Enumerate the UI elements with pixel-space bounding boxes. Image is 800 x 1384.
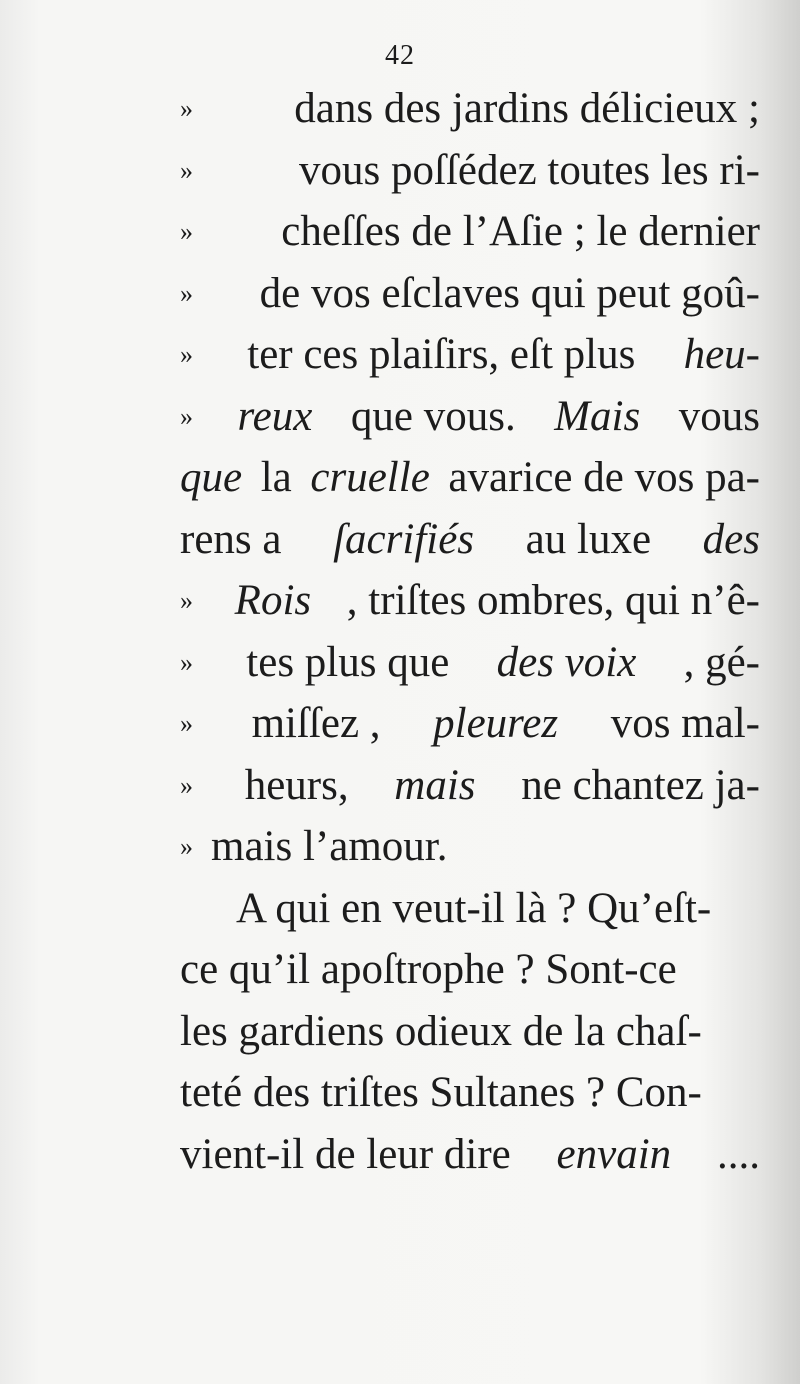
- text-line: [180, 570, 760, 632]
- text-segment: la: [260, 454, 292, 501]
- text-segment: au luxe: [525, 515, 652, 563]
- text-line: [180, 1001, 760, 1063]
- text-line: [180, 386, 760, 448]
- text-segment: vous: [678, 392, 760, 440]
- text-segment: heurs,: [244, 761, 349, 809]
- text-segment: dans des jardins délicieux ;: [294, 85, 760, 132]
- italic-word: reux: [237, 392, 313, 440]
- text-segment: teté des triſtes Sultanes ? Con-: [180, 1069, 702, 1116]
- text-block: [180, 78, 760, 1185]
- text-line: [180, 1124, 760, 1186]
- quote-mark: »: [180, 94, 193, 123]
- quote-mark: »: [180, 278, 193, 308]
- text-segment: ter ces plaiſirs, eſt plus: [247, 331, 636, 378]
- text-segment: avarice de vos pa-: [448, 454, 760, 501]
- text-line: [180, 263, 760, 325]
- text-segment: mais l’amour.: [211, 823, 448, 870]
- italic-word: des voix: [496, 638, 637, 686]
- italic-word: heu-: [683, 331, 760, 378]
- quote-mark: »: [180, 586, 193, 615]
- italic-word: cruelle: [310, 454, 430, 501]
- italic-word: envain: [556, 1130, 672, 1178]
- text-segment: miſſez ,: [251, 700, 381, 747]
- text-line: [180, 816, 760, 878]
- quote-mark: »: [180, 217, 193, 246]
- text-line: [180, 939, 760, 1001]
- quote-mark: »: [180, 155, 193, 185]
- text-segment: , gé-: [683, 638, 760, 686]
- italic-word: que: [180, 454, 243, 501]
- text-segment: ce qu’il apoſtrophe ? Sont-ce: [180, 946, 677, 993]
- text-line: [180, 78, 760, 140]
- quote-mark: »: [180, 832, 193, 861]
- text-segment: vient-il de leur dire: [180, 1130, 511, 1178]
- text-line: [180, 1062, 760, 1124]
- italic-word: Rois: [234, 577, 312, 624]
- text-segment: que vous.: [350, 392, 516, 440]
- text-line: [180, 201, 760, 263]
- text-segment: , triſtes ombres, qui n’ê-: [346, 577, 760, 624]
- text-line: [180, 509, 760, 571]
- text-segment: les gardiens odieux de la chaſ-: [180, 1007, 702, 1055]
- text-line: [180, 447, 760, 509]
- italic-word: pleurez: [433, 700, 559, 747]
- text-line: [180, 693, 760, 755]
- text-segment: cheſſes de l’Aſie ; le dernier: [281, 208, 760, 255]
- quote-mark: »: [180, 647, 193, 677]
- text-segment: vos mal-: [610, 700, 760, 747]
- quote-mark: »: [180, 709, 193, 738]
- text-segment: de vos eſclaves qui peut goû-: [259, 269, 760, 317]
- text-segment: ne chantez ja-: [521, 761, 760, 809]
- text-line: [180, 140, 760, 202]
- text-segment: tes plus que: [246, 638, 450, 686]
- text-line: [180, 632, 760, 694]
- italic-word: mais: [394, 761, 476, 809]
- text-segment: vous poſſédez toutes les ri-: [299, 146, 760, 194]
- text-segment: rens a: [180, 515, 282, 563]
- text-line: [180, 878, 760, 940]
- quote-mark: »: [180, 401, 193, 431]
- italic-word: des: [702, 515, 760, 563]
- quote-mark: »: [180, 340, 193, 369]
- text-line: [180, 755, 760, 817]
- page-number: 42: [385, 40, 415, 71]
- italic-word: Mais: [554, 392, 641, 440]
- quote-mark: »: [180, 770, 193, 800]
- italic-word: ſacrifiés: [333, 515, 475, 563]
- text-segment: ....: [716, 1130, 760, 1178]
- text-line: [180, 324, 760, 386]
- text-segment: A qui en veut-il là ? Qu’eſt-: [236, 884, 712, 932]
